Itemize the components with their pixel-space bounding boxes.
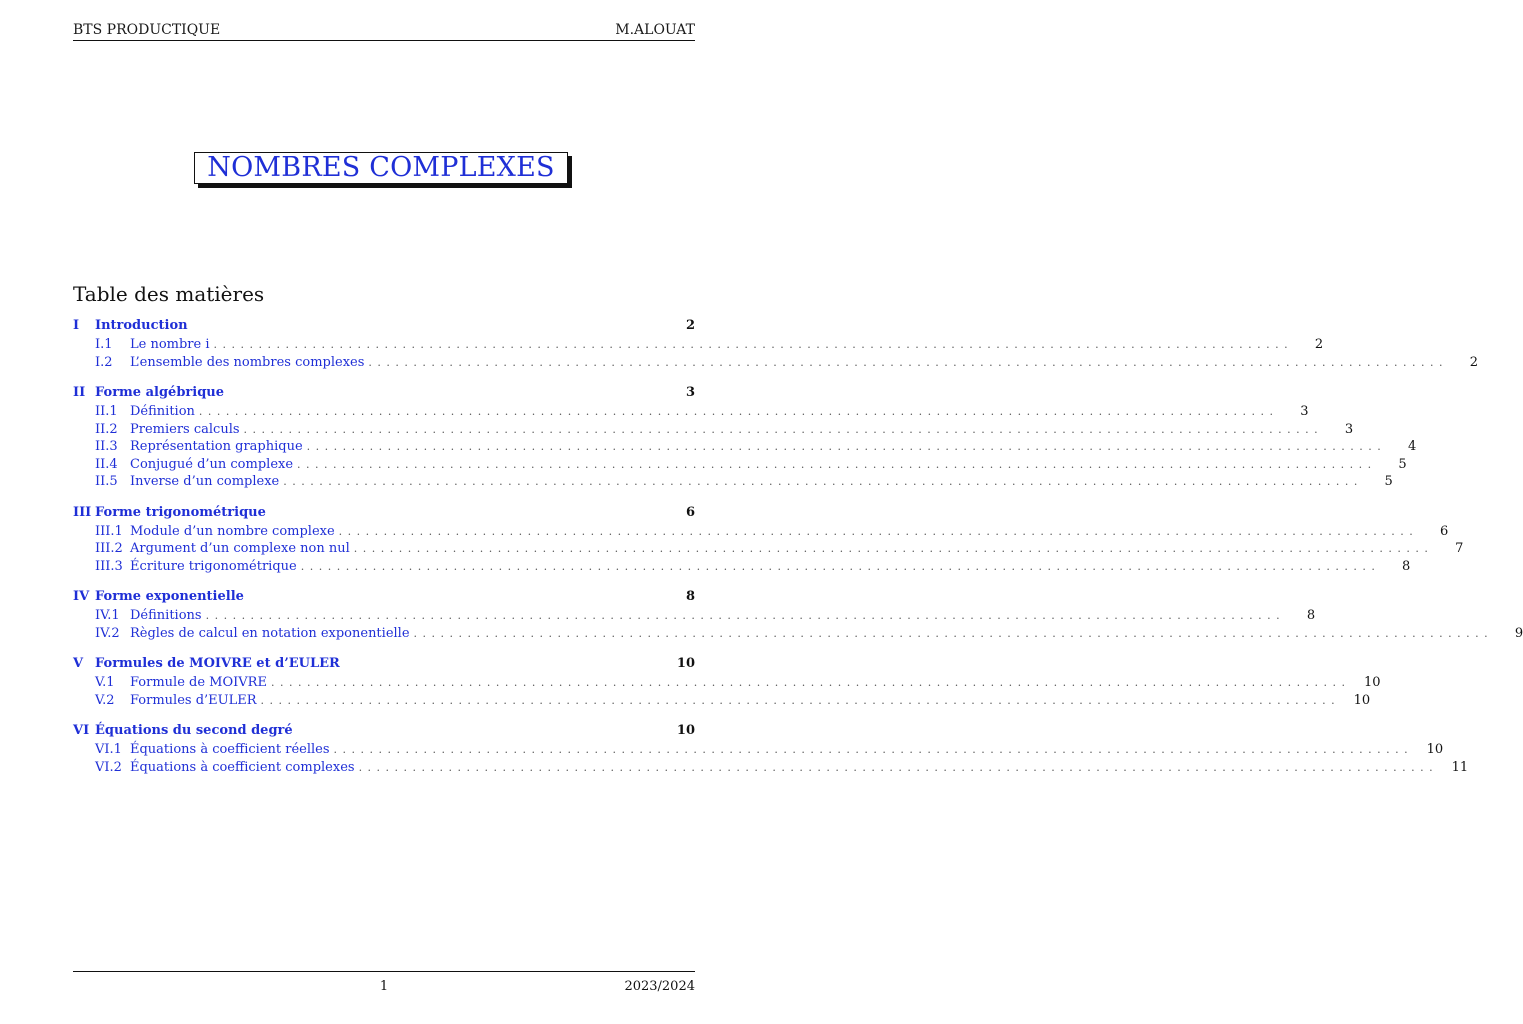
toc-subsection-number: II.1 (95, 404, 118, 419)
toc-section-title: Équations du second degré (95, 723, 293, 738)
toc-section-title: Forme algébrique (95, 385, 225, 400)
toc-subsection-title: Inverse d’un complexe (130, 474, 280, 489)
toc-section-page: 6 (685, 504, 695, 520)
toc-subsection-page: 2 (1469, 354, 1478, 370)
toc-section-number: V (73, 656, 84, 671)
dot-leader: ........................................................................................................................ (198, 405, 1279, 418)
dot-leader: ........................................................................................................................ (213, 338, 1294, 351)
toc-subsection-number: VI.1 (95, 742, 122, 757)
toc-section-link[interactable] (73, 385, 695, 404)
toc-subsection-link[interactable] (73, 558, 1411, 577)
toc-section-number: I (73, 318, 80, 333)
toc-subsection-title: Formules d’EULER (130, 692, 257, 708)
dot-leader: ........................................................................................................................ (205, 609, 1286, 622)
page-number: 1 (379, 979, 389, 994)
toc-subsection-page: 10 (1364, 675, 1381, 690)
toc-subsection-number: IV.1 (95, 608, 120, 623)
dot-leader: ........................................................................................................................ (260, 693, 1341, 707)
toc-subsection-link[interactable] (73, 541, 1464, 559)
toc-subsection-number: II.5 (95, 474, 118, 489)
toc-subsection-link[interactable] (73, 404, 1309, 422)
dot-leader: ........................................................................................................................ (270, 676, 1351, 689)
toc-subsection-number: VI.2 (95, 759, 122, 775)
toc-subsection-title: Équations à coefficient complexes (130, 759, 355, 775)
toc-subsection-link[interactable] (73, 354, 1478, 373)
toc-subsection-number: III.3 (95, 558, 123, 574)
dot-leader: ........................................................................................................................ (413, 626, 1494, 640)
header-right: M.ALOUAT (615, 22, 695, 38)
dot-leader: ........................................................................................................................ (368, 355, 1448, 369)
dot-leader: ........................................................................................................................ (243, 422, 1324, 436)
toc-section-page: 3 (685, 385, 695, 400)
toc-subsection-page: 9 (1514, 625, 1523, 641)
toc-subsection-page: 10 (1426, 742, 1444, 757)
toc-subsection-number: I.1 (95, 337, 113, 352)
toc-section-page: 8 (685, 589, 695, 604)
toc-section-title: Forme exponentielle (95, 589, 244, 604)
toc-subsection-link[interactable] (73, 742, 1444, 760)
toc-section-number: IV (73, 589, 90, 604)
toc-subsection-page: 3 (1344, 421, 1354, 437)
toc-subsection-number: II.4 (95, 456, 118, 472)
dot-leader: ........................................................................................................................ (338, 524, 1419, 538)
toc-subsection-title: Module d’un nombre complexe (130, 523, 335, 539)
toc-section-link[interactable] (73, 723, 695, 742)
dot-leader: ........................................................................................................................ (358, 760, 1439, 774)
toc-subsection-link[interactable] (73, 439, 1417, 457)
toc-subsection-page: 6 (1439, 523, 1449, 539)
toc-section-number: III (73, 504, 92, 520)
toc-section-number: II (73, 385, 86, 400)
toc-subsection-page: 8 (1402, 558, 1411, 574)
toc-subsection-page: 5 (1384, 474, 1393, 489)
toc-subsection-link[interactable] (73, 608, 1316, 626)
toc-section (73, 504, 1464, 577)
dot-leader: ........................................................................................................................ (333, 743, 1414, 756)
toc-subsection-page: 3 (1300, 404, 1309, 419)
toc-subsection-title: Équations à coefficient réelles (130, 742, 330, 757)
toc-subsection-link[interactable] (73, 692, 1371, 711)
toc-subsection-title: Le nombre i (130, 337, 210, 352)
toc-subsection-title: Définitions (130, 608, 202, 623)
footer-rule (73, 971, 695, 972)
toc-subsection-page: 4 (1407, 439, 1417, 454)
page-footer (73, 979, 695, 995)
toc-subsection-title: Argument d’un complexe non nul (130, 541, 350, 556)
dot-leader: ........................................................................................................................ (300, 559, 1381, 573)
toc-subsection-page: 7 (1455, 541, 1464, 556)
toc-subsection-link[interactable] (73, 523, 1449, 542)
dot-leader: ........................................................................................................................ (353, 542, 1434, 555)
toc-subsection-number: IV.2 (95, 625, 120, 641)
toc-subsection-link[interactable] (73, 421, 1354, 440)
toc-subsection-number: II.2 (95, 421, 118, 437)
toc-section-page: 10 (676, 723, 695, 738)
school-year: 2023/2024 (624, 979, 695, 994)
toc-section-link[interactable] (73, 589, 695, 608)
toc-subsection-number: III.1 (95, 523, 123, 539)
toc-section-link[interactable] (73, 505, 695, 524)
toc-subsection-number: II.3 (95, 439, 118, 454)
toc-subsection-page: 11 (1451, 759, 1469, 775)
toc-subsection-title: Écriture trigonométrique (130, 558, 297, 574)
header-left: BTS PRODUCTIQUE (73, 22, 221, 38)
toc-subsection-number: V.1 (95, 675, 115, 690)
toc-subsection-title: Définition (130, 404, 195, 419)
toc-subsection-number: I.2 (95, 354, 113, 370)
dot-leader: ........................................................................................................................ (306, 440, 1387, 453)
toc-subsection-link[interactable] (73, 625, 1523, 644)
toc-subsection-link[interactable] (73, 456, 1407, 475)
toc-section (73, 318, 1478, 372)
toc-section (73, 589, 1523, 643)
toc-subsection-link[interactable] (73, 759, 1469, 778)
toc-section-page: 10 (676, 656, 695, 671)
toc-subsection-link[interactable] (73, 675, 1381, 693)
toc-subsection-title: Conjugué d’un complexe (130, 456, 294, 472)
toc-subsection-link[interactable] (73, 337, 1324, 355)
toc-heading: Table des matières (73, 282, 265, 306)
dot-leader: ........................................................................................................................ (283, 475, 1363, 488)
document-title: NOMBRES COMPLEXES (207, 152, 555, 183)
toc-subsection-number: III.2 (95, 541, 123, 556)
toc-section (73, 385, 1417, 492)
toc-subsection-page: 2 (1314, 337, 1324, 352)
toc-section (73, 656, 1381, 710)
toc-section-page: 2 (685, 318, 695, 333)
toc-section-number: VI (73, 723, 90, 738)
toc-subsection-title: L’ensemble des nombres complexes (130, 354, 365, 370)
toc-subsection-title: Règles de calcul en notation exponentielle (130, 625, 410, 641)
toc-section-title: Introduction (95, 318, 188, 333)
toc-section-title: Formules de MOIVRE et d’EULER (95, 656, 340, 671)
toc-subsection-number: V.2 (95, 692, 115, 708)
page-header (73, 22, 695, 41)
document-title-box (194, 152, 568, 184)
toc-subsection-page: 8 (1306, 608, 1316, 623)
toc-subsection-title: Premiers calculs (130, 421, 240, 437)
toc-subsection-page: 5 (1398, 456, 1407, 472)
toc-subsection-page: 10 (1353, 692, 1371, 708)
dot-leader: ........................................................................................................................ (297, 457, 1377, 471)
toc-subsection-link[interactable] (73, 474, 1393, 492)
toc-section (73, 723, 1469, 777)
toc-subsection-title: Représentation graphique (130, 439, 303, 454)
toc-subsection-title: Formule de MOIVRE (130, 675, 267, 690)
toc-section-link[interactable] (73, 318, 695, 337)
table-of-contents (73, 318, 1523, 790)
toc-section-title: Forme trigonométrique (95, 504, 266, 520)
toc-section-link[interactable] (73, 656, 695, 675)
